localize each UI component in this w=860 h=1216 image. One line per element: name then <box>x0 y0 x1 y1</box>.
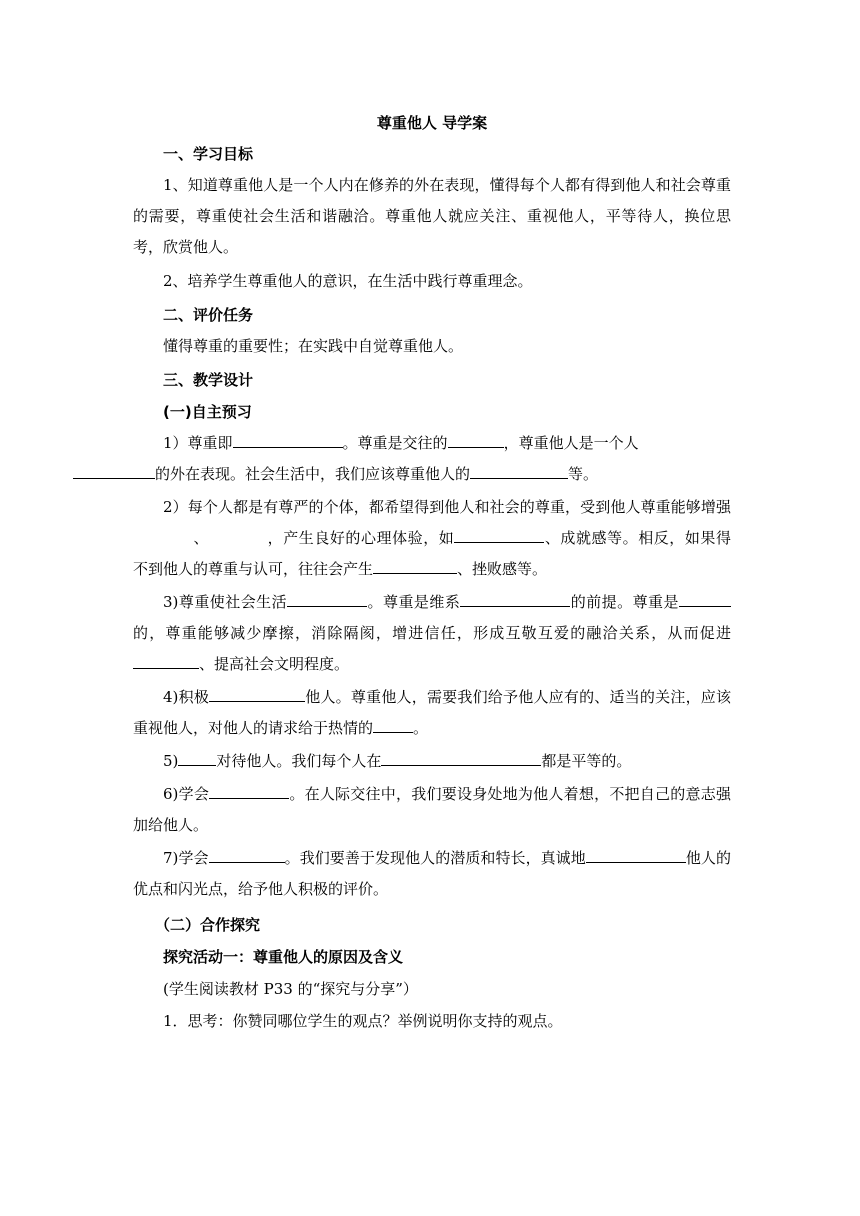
fill-blank[interactable] <box>460 589 570 607</box>
question-6: 6)学会 。在人际交往中，我们要设身处地为他人着想，不把自己的意志强加给他人。 <box>133 779 731 841</box>
section-heading-goals: 一、学习目标 <box>163 145 254 163</box>
fill-blank[interactable] <box>454 525 544 543</box>
fill-blank[interactable] <box>209 684 305 702</box>
question-1: 1）尊重即 。尊重是交往的 ，尊重他人是一个人 的外在表现。社会生活中，我们应该尊重他人的 等。 <box>133 428 731 490</box>
fill-blank[interactable] <box>209 845 285 863</box>
subsection-cooperative-inquiry: （二）合作探究 <box>155 916 261 934</box>
document-body <box>133 108 731 1037</box>
fill-blank[interactable] <box>133 651 199 669</box>
activity-1-heading: 探究活动一：尊重他人的原因及含义 <box>163 948 404 966</box>
fill-blank[interactable] <box>233 430 343 448</box>
fill-blank[interactable] <box>470 461 568 479</box>
fill-blank[interactable] <box>373 556 457 574</box>
fill-blank[interactable] <box>287 589 367 607</box>
question-7: 7)学会 。我们要善于发现他人的潜质和特长，真诚地 他人的优点和闪光点，给予他人积极的评价。 <box>133 843 731 905</box>
reading-note: (学生阅读教材 P33 的“探究与分享”） <box>163 980 418 998</box>
fill-blank[interactable] <box>586 845 686 863</box>
fill-blank[interactable] <box>73 461 155 479</box>
section-heading-design: 三、教学设计 <box>163 371 254 389</box>
question-4: 4)积极 他人。尊重他人，需要我们给予他人应有的、适当的关注，应该重视他人，对他人的请求给于热情的 。 <box>133 682 731 744</box>
fill-blank[interactable] <box>381 748 541 766</box>
question-2: 2）每个人都是有尊严的个体，都希望得到他人和社会的尊重，受到他人尊重能够增强、 ，产生良好的心理体验，如 、成就感等。相反，如果得不到他人的尊重与认可，往往会产生 、挫败感等。 <box>133 498 731 578</box>
goal-2-text: 2、培养学生尊重他人的意识，在生活中践行尊重理念。 <box>163 272 533 290</box>
fill-blank[interactable] <box>448 430 504 448</box>
question-5: 5) 对待他人。我们每个人在 都是平等的。 <box>133 746 731 777</box>
subsection-self-study: (一)自主预习 <box>163 403 252 421</box>
question-3: 3)尊重使社会生活 。尊重是维系 的前提。尊重是的，尊重能够减少摩擦，消除隔阂，增进信任，形成互敬互爱的融洽关系，从而促进、提高社会文明程度。 <box>133 587 731 680</box>
fill-blank[interactable] <box>373 715 413 733</box>
fill-blank[interactable] <box>209 781 289 799</box>
goal-paragraph-1 <box>133 170 731 297</box>
thinking-question: 1．思考：你赞同哪位学生的观点？举例说明你支持的观点。 <box>163 1012 563 1030</box>
section-heading-evaluation: 二、评价任务 <box>163 306 254 324</box>
evaluation-text: 懂得尊重的重要性；在实践中自觉尊重他人。 <box>163 337 464 355</box>
fill-blank[interactable] <box>679 589 731 607</box>
evaluation-paragraph <box>133 331 731 362</box>
document-title: 尊重他人 导学案 <box>376 114 488 132</box>
goal-1-text: 1、知道尊重他人是一个人内在修养的外在表现，懂得每个人都有得到他人和社会尊重的需要，尊重使社会生活和谐融洽。尊重他人就应关注、重视他人，平等待人，换位思考，欣赏他人。 <box>133 176 731 256</box>
fill-blank[interactable] <box>178 748 216 766</box>
